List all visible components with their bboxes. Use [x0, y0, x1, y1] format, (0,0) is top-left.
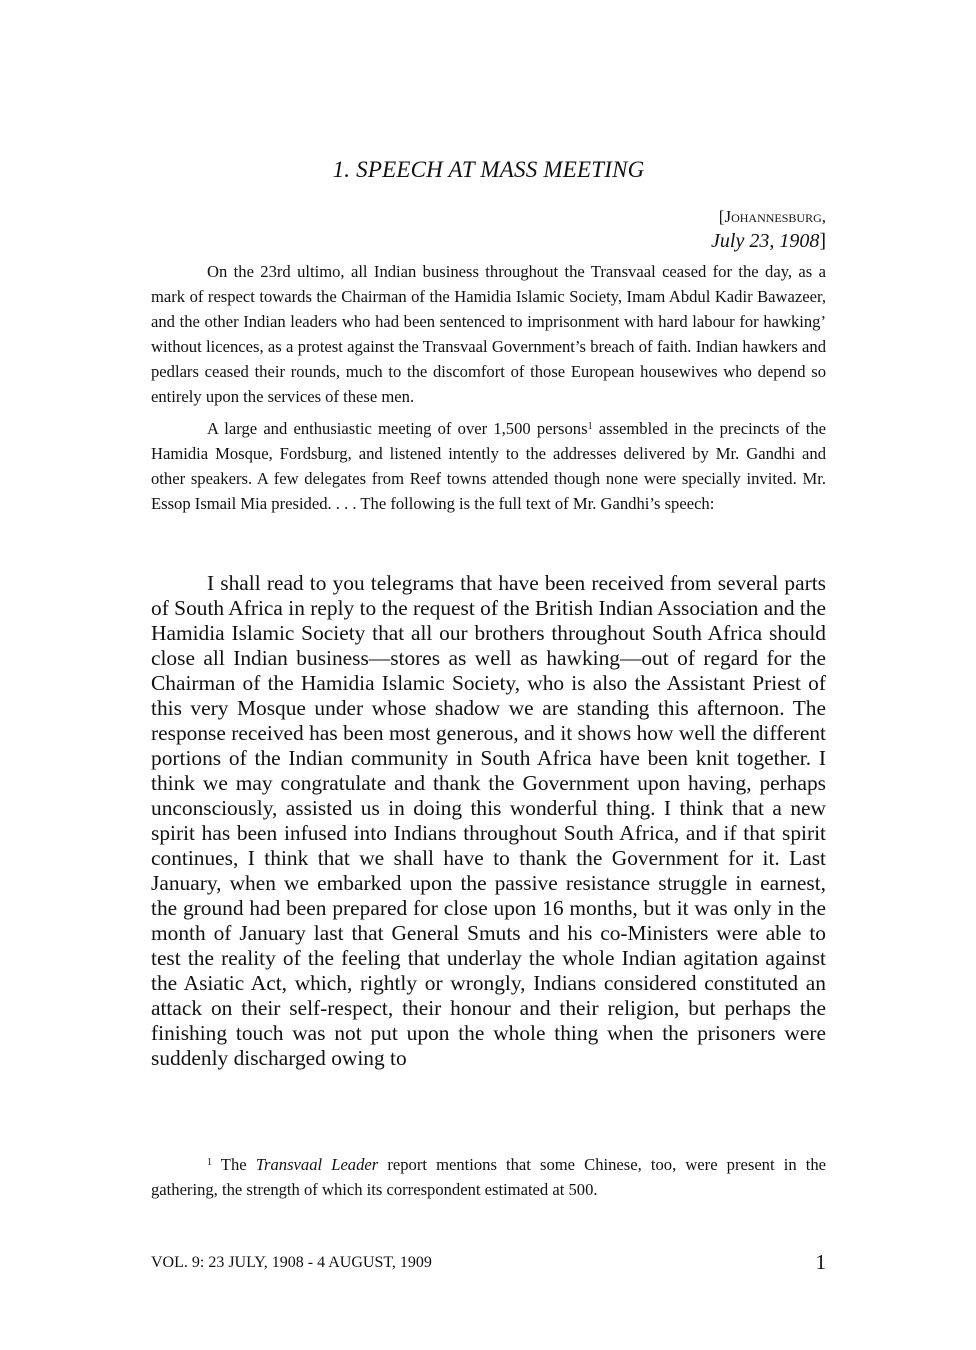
volume-info: VOL. 9: 23 JULY, 1908 - 4 AUGUST, 1909 — [151, 1254, 432, 1271]
dateline-place: Johannesburg, — [724, 207, 826, 226]
footnote: $^1$ The Transvaal Leader report mentions that some Chinese, too, were present in the gathering, the strength of which its correspondent estimated at 500. — [151, 1155, 826, 1199]
speech-text — [151, 571, 826, 1071]
intro-paragraph: A large and enthusiastic meeting of over 1,500 persons$^1$ assembled in the precincts of the Hamidia Mosque, Fordsburg, and listened intently to the addresses delivered by Mr. Gandhi and other speakers. A few delegates from Reef towns attended though none were specially invited. Mr. Essop Ismail Mia presided. . . . The following is the full text of Mr. Gandhi’s speech: — [151, 419, 826, 513]
editorial-introduction — [151, 259, 826, 516]
page-title: 1. SPEECH AT MASS MEETING — [332, 157, 645, 182]
footnote-marker: 1 — [207, 1157, 212, 1168]
footnote-publication: Transvaal Leader — [255, 1155, 379, 1174]
dateline-close-bracket: ] — [819, 230, 826, 252]
intro-paragraph: On the 23rd ultimo, all Indian business throughout the Transvaal ceased for the day, as a mark of respect towards the Chairman of the Hamidia Islamic Society, Imam Abdul Kadir Bawazeer, and the other Indian leaders who had been sentenced to imprisonment with hard labour for hawking’ without licences, as a protest against the Transvaal Government’s breach of faith. Indian hawkers and pedlars ceased their rounds, much to the discomfort of those European housewives who depend so entirely upon the services of these men. — [151, 262, 826, 406]
dateline-date: July 23, 1908 — [711, 230, 820, 252]
speech-paragraph: I shall read to you telegrams that have been received from several parts of South Africa in reply to the request of the British Indian Association and the Hamidia Islamic Society that all our brothers throughout South Africa should close all Indian business—stores as well as hawking—out of regard for the Chairman of the Hamidia Islamic Society, who is also the Assistant Priest of this very Mosque under whose shadow we are standing this afternoon. The response received has been most generous, and it shows how well the different portions of the Indian community in South Africa have been knit together. I think we may congratulate and thank the Government upon having, perhaps unconsciously, assisted us in doing this wonderful thing. I think that a new spirit has been infused into Indians throughout South Africa, and if that spirit continues, I think that we shall have to thank the Government for it. Last January, when we embarked upon the passive resistance struggle in earnest, the ground had been prepared for close upon 16 months, but it was only in the month of January last that General Smuts and his co-Ministers were able to test the reality of the feeling that underlay the whole Indian agitation against the Asiatic Act, which, rightly or wrongly, Indians considered constituted an attack on their self-respect, their honour and their religion, but perhaps the finishing touch was not put upon the whole thing when the prisoners were suddenly discharged owing to — [151, 571, 826, 1070]
document-page — [151, 0, 826, 1350]
dateline-open-bracket: [ — [718, 207, 725, 226]
dateline — [711, 205, 826, 253]
footnote-reference: 1 — [587, 421, 593, 432]
page-number: 1 — [815, 1250, 826, 1274]
